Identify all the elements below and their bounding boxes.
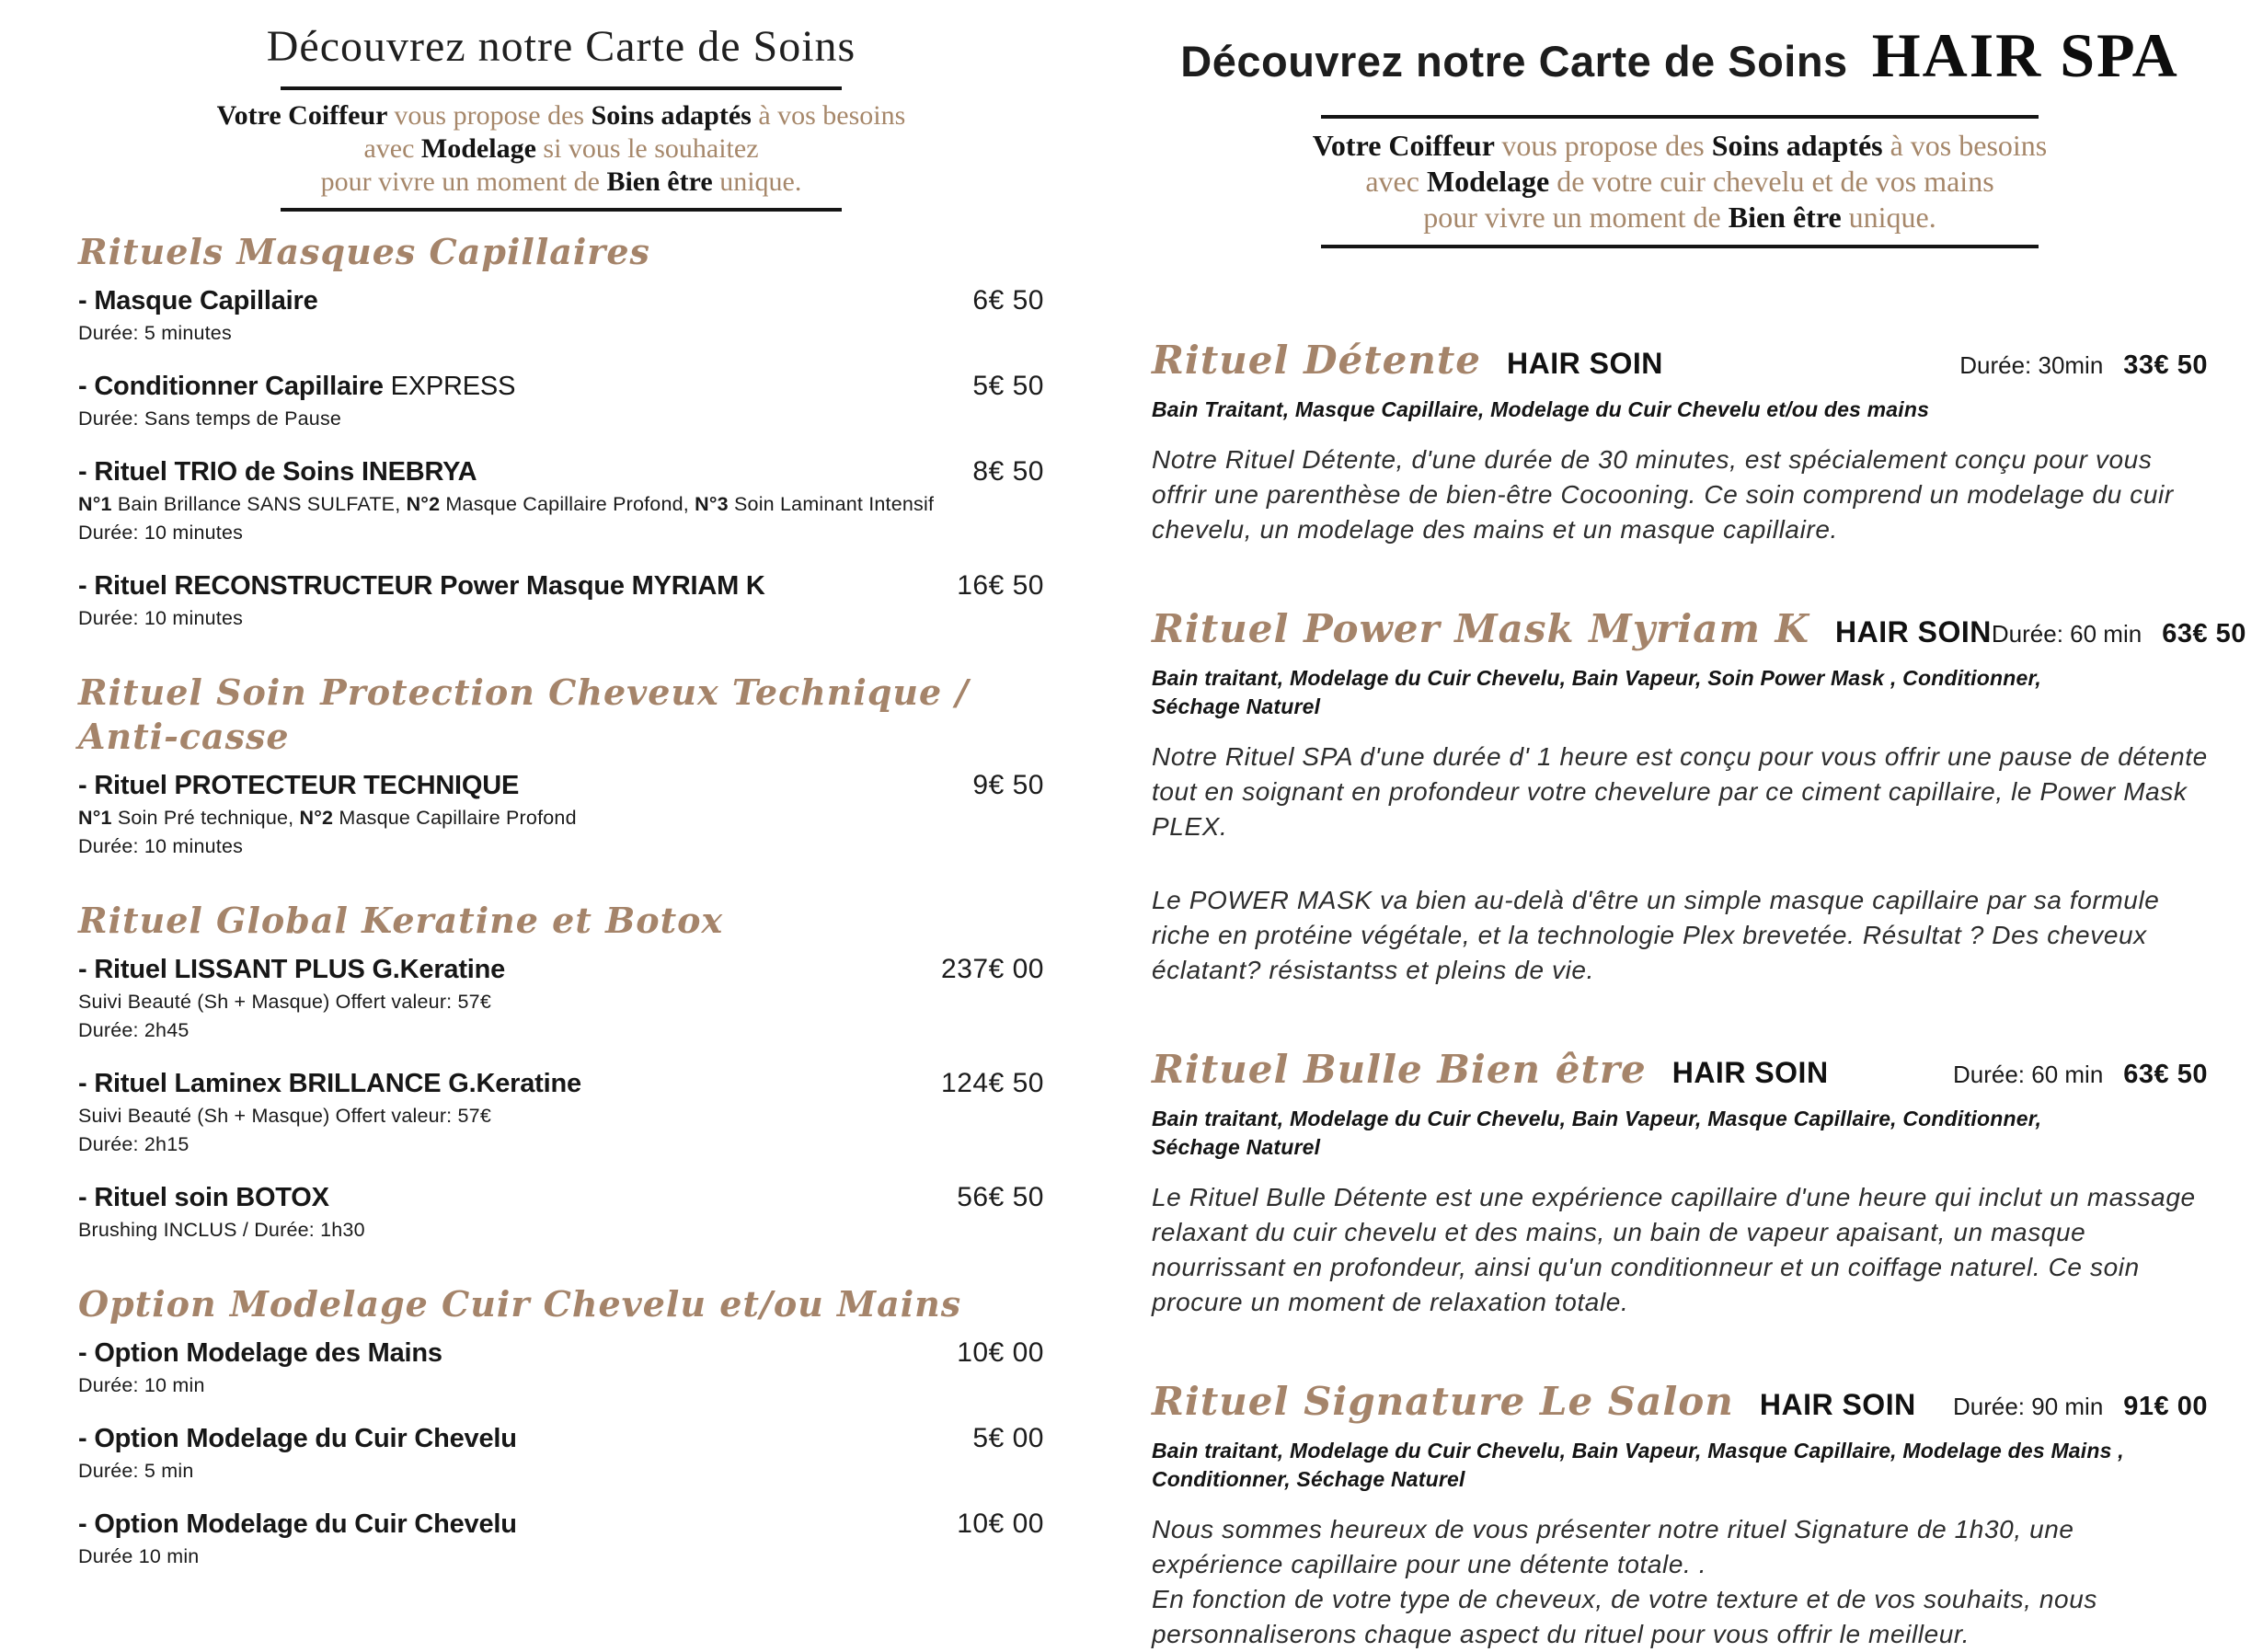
ritual-price: 91€ 00 [2123,1392,2208,1421]
intro-line: Votre Coiffeur vous propose des Soins adaptés à vos besoins [1312,129,2048,162]
item-price: 16€ 50 [957,570,1044,601]
item-detail: Durée: 10 minutes [78,607,244,629]
item-row [78,570,1044,602]
ritual-description: Nous sommes heureux de vous présenter notre rituel Signature de 1h30, une expérience capillaire pour une détente totale. . [1152,1515,2074,1578]
item-price: 8€ 50 [972,456,1044,487]
section-heading: Rituels Masques Capillaires [78,231,650,272]
includes-line: Séchage Naturel [1152,1135,1321,1159]
ritual-includes [1152,664,2208,721]
item-detail: Durée: 5 minutes [78,322,232,344]
item-row [78,285,1044,316]
ritual-duration: Durée: 90 min [1952,1393,2104,1420]
section-header [1152,1045,2208,1099]
ritual-duration: Durée: 30min [1959,351,2104,379]
ritual-name: Rituel Signature Le Salon [1152,1379,1734,1424]
ritual-duration: Durée: 60 min [1952,1061,2104,1088]
section-protection-technique [78,671,1044,858]
item-detail: Durée: 10 minutes [78,835,244,857]
menu-item [78,1068,1044,1156]
ritual-tag: HAIR SOIN [1507,347,1663,380]
item-detail: Brushing INCLUS / Durée: 1h30 [78,1219,365,1241]
item-detail: Suivi Beauté (Sh + Masque) Offert valeur: 57€ [78,1105,491,1127]
item-price: 56€ 50 [957,1182,1044,1212]
item-price: 10€ 00 [957,1509,1044,1539]
item-detail: Durée: 10 min [78,1374,205,1396]
right-page [1132,0,2263,1648]
item-price: 9€ 50 [972,770,1044,800]
intro-line: pour vivre un moment de Bien être unique. [1423,201,1936,234]
ritual-description: En fonction de votre type de cheveux, de votre texture et de vos souhaits, nous personnaliserons chaque aspect du rituel pour vous offrir le meilleur. [1152,1585,2098,1648]
item-row [78,770,1044,801]
menu-item [78,1423,1044,1483]
item-detail: Durée 10 min [78,1545,200,1567]
includes-line: Bain traitant, Modelage du Cuir Chevelu, Bain Vapeur, Masque Capillaire, Conditionner, [1152,1107,2042,1130]
item-row [78,371,1044,402]
intro-line: avec Modelage si vous le souhaitez [363,133,759,164]
ritual-description: Notre Rituel Détente, d'une durée de 30 minutes, est spécialement conçu pour vous offrir une parenthèse de bien-être Cocooning. Ce soin comprend un modelage du cuir chevelu, un modelage des mains et un masque capillaire. [1152,445,2174,544]
duration-price [1992,609,2246,659]
item-row [78,1068,1044,1099]
section-heading: Option Modelage Cuir Chevelu et/ou Mains [78,1283,962,1325]
ritual-name: Rituel Power Mask Myriam K [1152,606,1810,651]
duration-price [1959,340,2208,390]
ritual-name: Rituel Bulle Bien être [1152,1047,1647,1092]
ritual-includes [1152,1105,2208,1162]
item-name: - Rituel TRIO de Soins INEBRYA [78,457,477,487]
menu-item [78,1337,1044,1397]
section-rituel-power-mask [1152,604,2246,988]
intro-line: avec Modelage de votre cuir chevelu et de vos mains [1365,165,1994,198]
section-heading: Rituel Soin Protection Cheveux Technique / Anti-casse [78,671,970,757]
ritual-description: Le Rituel Bulle Détente est une expérience capillaire d'une heure qui inclut un massage relaxant du cuir chevelu et des mains, un bain de vapeur apaisant, un masque nourrissant en profondeur, ainsi qu'un conditionneur et un coiffage naturel. Ce soin procure un moment de relaxation totale. [1152,1183,2196,1316]
section-header [1152,1377,2208,1431]
item-detail: Durée: 10 minutes [78,522,244,544]
item-row [78,1423,1044,1454]
item-name: - Rituel PROTECTEUR TECHNIQUE [78,771,520,800]
item-row [78,1337,1044,1369]
item-name: - Rituel soin BOTOX [78,1183,329,1212]
intro-text [78,99,1044,199]
item-price: 124€ 50 [941,1068,1044,1098]
ritual-tag: HAIR SOIN [1759,1388,1916,1421]
menu-item [78,1182,1044,1242]
item-row [78,954,1044,985]
section-keratine-botox [78,899,1044,1242]
intro-line: pour vivre un moment de Bien être unique. [320,166,802,197]
divider [281,86,842,90]
divider [1321,115,2039,119]
item-name: - Option Modelage des Mains [78,1338,442,1368]
menu-item [78,770,1044,858]
item-name: - Masque Capillaire [78,286,318,315]
includes-line: Conditionner, Séchage Naturel [1152,1467,1465,1491]
item-row [78,1182,1044,1213]
item-detail: Suivi Beauté (Sh + Masque) Offert valeur: 57€ [78,991,491,1013]
item-name: - Conditionner Capillaire EXPRESS [78,372,516,401]
item-price: 237€ 00 [941,954,1044,984]
menu-item [78,371,1044,430]
intro-line: Votre Coiffeur vous propose des Soins adaptés à vos besoins [216,100,906,131]
menu-item [78,570,1044,630]
ritual-price: 33€ 50 [2123,350,2208,380]
item-name: - Option Modelage du Cuir Chevelu [78,1424,517,1453]
ritual-tag: HAIR SOIN [1835,615,1992,648]
intro-text [1152,128,2208,235]
ritual-name: Rituel Détente [1152,338,1482,383]
item-detail: Durée: 2h15 [78,1133,190,1155]
duration-price [1953,1050,2208,1099]
ritual-price: 63€ 50 [2162,619,2246,648]
item-price: 6€ 50 [972,285,1044,315]
section-rituel-detente [1152,336,2208,547]
left-page [0,0,1132,1586]
includes-line: Bain Traitant, Masque Capillaire, Modelage du Cuir Chevelu et/ou des mains [1152,397,1930,421]
includes-line: Bain traitant, Modelage du Cuir Chevelu, Bain Vapeur, Masque Capillaire, Modelage des Mains , [1152,1439,2124,1463]
includes-line: Bain traitant, Modelage du Cuir Chevelu, Bain Vapeur, Soin Power Mask , Conditionner, [1152,666,2041,690]
page-title-text: Découvrez notre Carte de Soins [1180,37,1848,86]
item-price: 5€ 50 [972,371,1044,401]
section-masques-capillaires [78,230,1044,630]
item-name: - Option Modelage du Cuir Chevelu [78,1509,517,1539]
item-detail: Durée: 2h45 [78,1019,190,1041]
ritual-description: Le POWER MASK va bien au-delà d'être un simple masque capillaire par sa formule riche en protéine végétale, et la technologie Plex brevetée. Résultat ? Des cheveux éclatant? résistantss et pleins de vie. [1152,886,2160,984]
ritual-includes [1152,396,2208,424]
item-name: - Rituel LISSANT PLUS G.Keratine [78,955,506,984]
section-header [1152,336,2208,390]
item-name: - Rituel RECONSTRUCTEUR Power Masque MYRIAM K [78,571,765,601]
item-detail: Durée: Sans temps de Pause [78,407,342,430]
section-heading: Rituel Global Keratine et Botox [78,900,724,941]
menu-item [78,954,1044,1042]
section-rituel-signature [1152,1377,2208,1652]
menu-item [78,1509,1044,1568]
page-title: Découvrez notre Carte de Soins [266,22,856,71]
brand-title: HAIR SPA [1871,20,2179,90]
menu-item [78,285,1044,345]
ritual-description: Notre Rituel SPA d'une durée d' 1 heure est conçu pour vous offrir une pause de détente tout en soignant en profondeur votre chevelure par ce ciment capillaire, le Power Mask PLEX. [1152,742,2208,841]
divider [281,208,842,212]
duration-price [1953,1382,2208,1431]
ritual-includes [1152,1437,2208,1494]
section-rituel-bulle [1152,1045,2208,1320]
menu-item [78,456,1044,545]
item-price: 10€ 00 [957,1337,1044,1368]
item-detail: N°1 Soin Pré technique, N°2 Masque Capillaire Profond [78,807,577,829]
section-option-modelage [78,1282,1044,1568]
ritual-price: 63€ 50 [2123,1060,2208,1089]
item-detail: N°1 Bain Brillance SANS SULFATE, N°2 Masque Capillaire Profond, N°3 Soin Laminant Intensif [78,493,935,515]
divider [1321,245,2039,248]
section-header [1152,604,2246,659]
item-price: 5€ 00 [972,1423,1044,1453]
item-name: - Rituel Laminex BRILLANCE G.Keratine [78,1069,581,1098]
item-row [78,1509,1044,1540]
page-title [1152,20,2208,97]
item-detail: Durée: 5 min [78,1460,194,1482]
ritual-tag: HAIR SOIN [1671,1056,1829,1089]
ritual-duration: Durée: 60 min [1991,620,2142,648]
item-row [78,456,1044,488]
includes-line: Séchage Naturel [1152,694,1321,718]
